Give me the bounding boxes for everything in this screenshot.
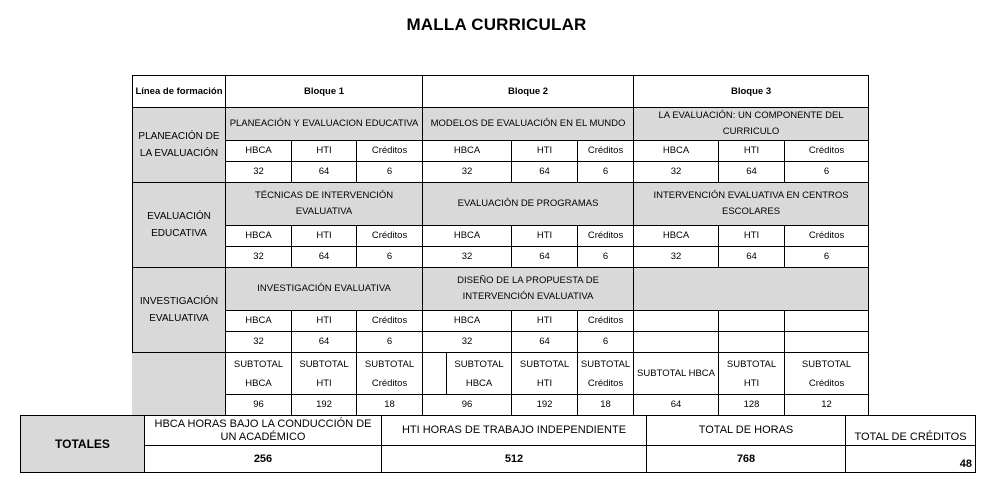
subtotal-hti: 192 xyxy=(512,395,578,416)
value-hbca: 32 xyxy=(226,247,292,268)
subtotal-label-creditos: SUBTOTAL Créditos xyxy=(785,353,869,395)
course-name: TÉCNICAS DE INTERVENCIÓN EVALUATIVA xyxy=(226,183,423,226)
malla-curricular-table xyxy=(132,75,869,416)
subtotal-creditos: 18 xyxy=(357,395,423,416)
subtotal-gap xyxy=(423,353,447,395)
page-title: MALLA CURRICULAR xyxy=(406,15,587,34)
empty-course-cell xyxy=(634,268,869,311)
value-hti: 64 xyxy=(292,332,357,353)
unit-hti: HTI xyxy=(292,141,357,162)
unit-hti: HTI xyxy=(512,141,578,162)
unit-creditos: Créditos xyxy=(357,141,423,162)
total-creditos-label: TOTAL DE CRÉDITOS xyxy=(846,416,976,446)
total-creditos-value: 48 xyxy=(846,446,976,473)
subtotal-hti: 128 xyxy=(719,395,785,416)
value-hbca: 32 xyxy=(423,162,512,183)
value-hti: 64 xyxy=(292,247,357,268)
totales-table xyxy=(20,415,976,473)
empty-cell xyxy=(634,332,719,353)
value-creditos: 6 xyxy=(578,247,634,268)
header-bloque-2: Bloque 2 xyxy=(423,76,634,108)
header-linea: Línea de formación xyxy=(133,76,226,108)
value-hti: 64 xyxy=(292,162,357,183)
unit-hti: HTI xyxy=(512,226,578,247)
value-creditos: 6 xyxy=(578,162,634,183)
unit-hti: HTI xyxy=(292,226,357,247)
unit-hti: HTI xyxy=(719,141,785,162)
unit-creditos: Créditos xyxy=(785,226,869,247)
course-name: EVALUACIÓN DE PROGRAMAS xyxy=(423,183,634,226)
course-name: INVESTIGACIÓN EVALUATIVA xyxy=(226,268,423,311)
empty-cell xyxy=(785,332,869,353)
total-horas-label: TOTAL DE HORAS xyxy=(647,416,846,446)
header-bloque-1: Bloque 1 xyxy=(226,76,423,108)
unit-creditos: Créditos xyxy=(785,141,869,162)
value-creditos: 6 xyxy=(357,162,423,183)
subtotal-creditos: 12 xyxy=(785,395,869,416)
linea-evaluacion-educativa: EVALUACIÓN EDUCATIVA xyxy=(133,183,226,268)
value-hti: 64 xyxy=(719,247,785,268)
course-name: PLANEACIÓN Y EVALUACION EDUCATIVA xyxy=(226,108,423,141)
total-hbca-value: 256 xyxy=(145,446,382,473)
total-horas-value: 768 xyxy=(647,446,846,473)
unit-hti: HTI xyxy=(512,311,578,332)
subtotal-hbca: 96 xyxy=(423,395,512,416)
total-hbca-label: HBCA HORAS BAJO LA CONDUCCIÓN DE UN ACADÉMICO xyxy=(145,416,382,446)
empty-cell xyxy=(634,311,719,332)
value-hbca: 32 xyxy=(634,247,719,268)
value-hti: 64 xyxy=(719,162,785,183)
unit-hti: HTI xyxy=(292,311,357,332)
value-hti: 64 xyxy=(512,332,578,353)
unit-creditos: Créditos xyxy=(578,311,634,332)
course-name: MODELOS DE EVALUACIÓN EN EL MUNDO xyxy=(423,108,634,141)
subtotal-label-hbca: SUBTOTAL HBCA xyxy=(447,353,512,395)
subtotal-label-hbca: SUBTOTAL HBCA xyxy=(226,353,292,395)
subtotal-label-hbca: SUBTOTAL HBCA xyxy=(634,353,719,395)
unit-hbca: HBCA xyxy=(423,311,512,332)
value-creditos: 6 xyxy=(578,332,634,353)
totales-label: TOTALES xyxy=(21,416,145,473)
subtotal-spacer xyxy=(133,353,226,416)
total-hti-value: 512 xyxy=(382,446,647,473)
unit-hbca: HBCA xyxy=(423,226,512,247)
unit-creditos: Créditos xyxy=(357,311,423,332)
unit-creditos: Créditos xyxy=(357,226,423,247)
subtotal-label-hti: SUBTOTAL HTI xyxy=(719,353,785,395)
unit-hti: HTI xyxy=(719,226,785,247)
subtotal-hbca: 64 xyxy=(634,395,719,416)
empty-cell xyxy=(785,311,869,332)
unit-hbca: HBCA xyxy=(634,226,719,247)
subtotal-label-hti: SUBTOTAL HTI xyxy=(292,353,357,395)
value-hti: 64 xyxy=(512,162,578,183)
subtotal-hti: 192 xyxy=(292,395,357,416)
value-hbca: 32 xyxy=(423,247,512,268)
unit-creditos: Créditos xyxy=(578,141,634,162)
value-hbca: 32 xyxy=(634,162,719,183)
value-hbca: 32 xyxy=(226,332,292,353)
value-hbca: 32 xyxy=(226,162,292,183)
subtotal-creditos: 18 xyxy=(578,395,634,416)
unit-hbca: HBCA xyxy=(423,141,512,162)
subtotal-label-hti: SUBTOTAL HTI xyxy=(512,353,578,395)
value-hti: 64 xyxy=(512,247,578,268)
subtotal-hbca: 96 xyxy=(226,395,292,416)
unit-hbca: HBCA xyxy=(226,311,292,332)
empty-cell xyxy=(719,332,785,353)
course-name: DISEÑO DE LA PROPUESTA DE INTERVENCIÓN EVALUATIVA xyxy=(423,268,634,311)
empty-cell xyxy=(719,311,785,332)
header-bloque-3: Bloque 3 xyxy=(634,76,869,108)
unit-hbca: HBCA xyxy=(634,141,719,162)
value-creditos: 6 xyxy=(357,247,423,268)
linea-investigacion: INVESTIGACIÓN EVALUATIVA xyxy=(133,268,226,353)
unit-hbca: HBCA xyxy=(226,141,292,162)
linea-planeacion: PLANEACIÓN DE LA EVALUACIÓN xyxy=(133,108,226,183)
value-hbca: 32 xyxy=(423,332,512,353)
value-creditos: 6 xyxy=(785,162,869,183)
subtotal-label-creditos: SUBTOTAL Créditos xyxy=(357,353,423,395)
course-name: LA EVALUACIÓN: UN COMPONENTE DEL CURRICULO xyxy=(634,108,869,141)
value-creditos: 6 xyxy=(785,247,869,268)
total-hti-label: HTI HORAS DE TRABAJO INDEPENDIENTE xyxy=(382,416,647,446)
unit-creditos: Créditos xyxy=(578,226,634,247)
subtotal-label-creditos: SUBTOTAL Créditos xyxy=(578,353,634,395)
value-creditos: 6 xyxy=(357,332,423,353)
course-name: INTERVENCIÓN EVALUATIVA EN CENTROS ESCOLARES xyxy=(634,183,869,226)
unit-hbca: HBCA xyxy=(226,226,292,247)
